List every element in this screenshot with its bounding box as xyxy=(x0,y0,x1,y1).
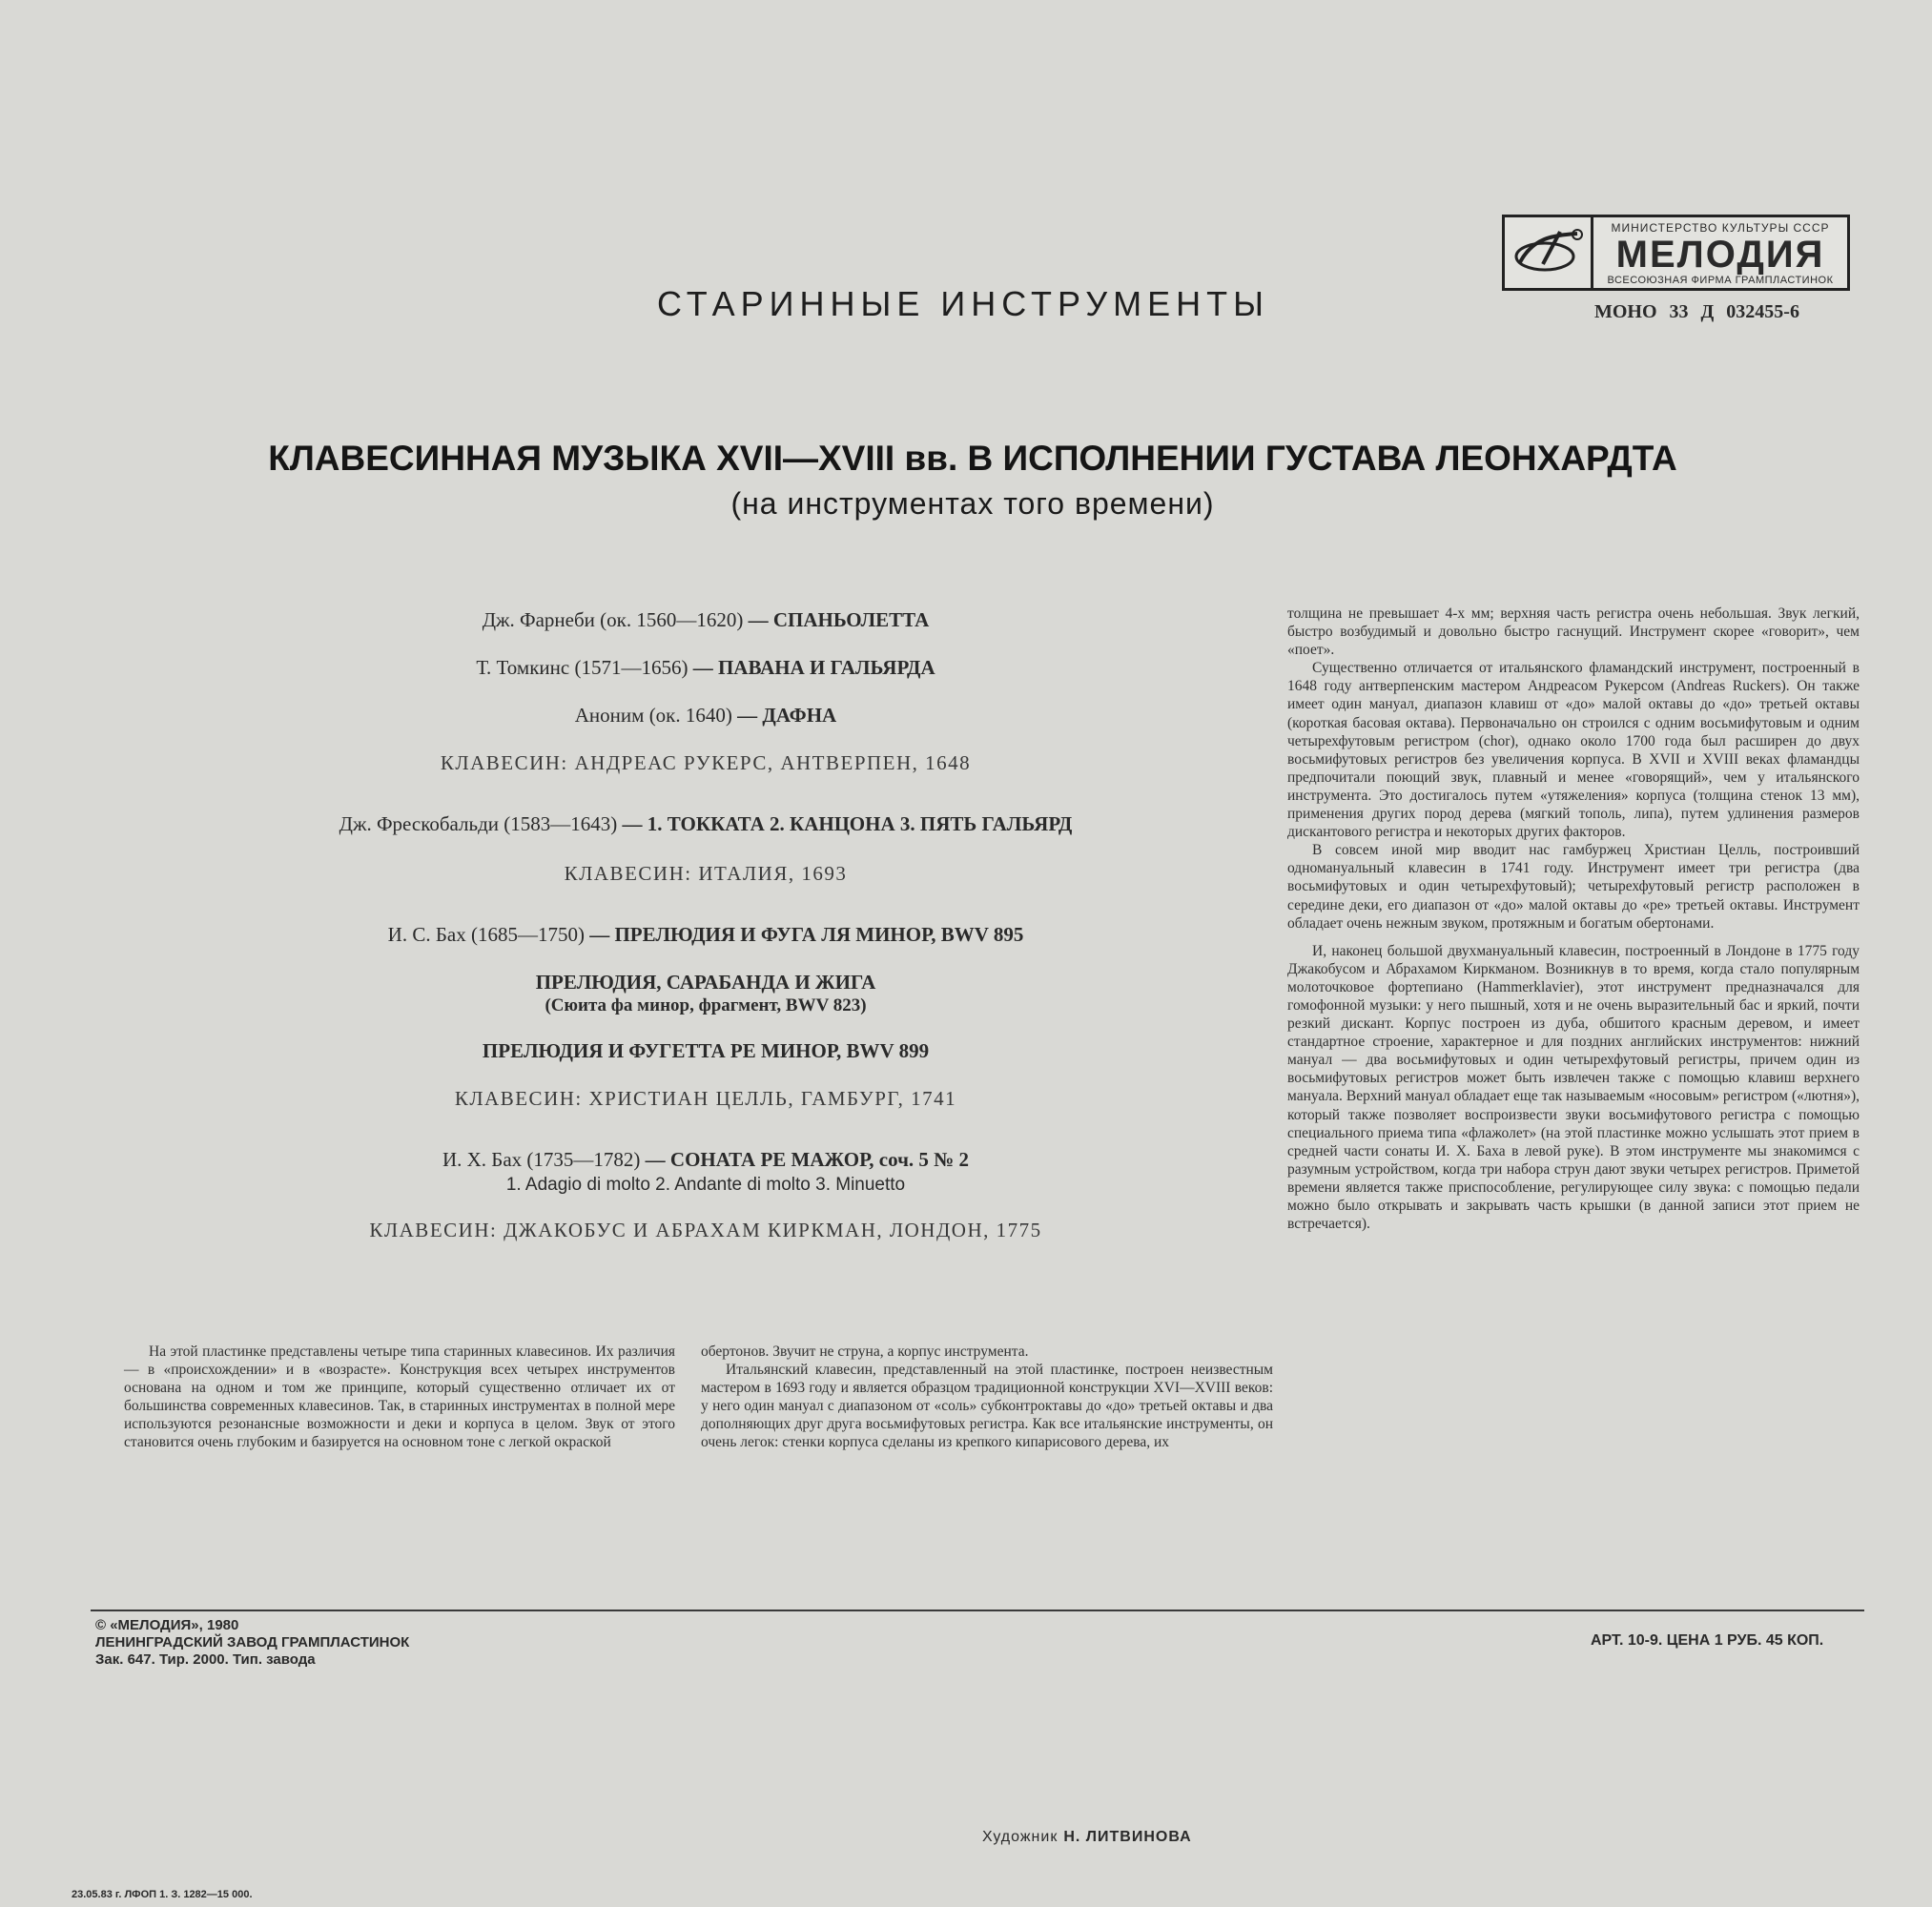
work-title: — 1. ТОККАТА 2. КАНЦОНА 3. ПЯТЬ ГАЛЬЯРД xyxy=(622,812,1073,835)
years: (1583—1643) xyxy=(504,812,618,835)
work-title: — СПАНЬОЛЕТТА xyxy=(748,608,930,631)
melodiya-logo-icon xyxy=(1505,217,1593,288)
years: (ок. 1640) xyxy=(648,704,732,727)
album-title: КЛАВЕСИННАЯ МУЗЫКА XVII—XVIII вв. В ИСПОЛНЕНИИ ГУСТАВА ЛЕОНХАРДТА xyxy=(268,439,1677,478)
track-farnaby xyxy=(229,608,1182,632)
track-js-bach-work3: ПРЕЛЮДИЯ И ФУГЕТТА РЕ МИНОР, BWV 899 xyxy=(482,1039,930,1062)
album-subtitle: (на инструментах того времени) xyxy=(730,486,1215,521)
harpsichord-info-3: КЛАВЕСИН: ХРИСТИАН ЦЕЛЛЬ, ГАМБУРГ, 1741 xyxy=(454,1087,957,1110)
paragraph: толщина не превышает 4-х мм; верхняя часть регистра очень небольшая. Звук легкий, быстро возбудимый и довольно быстро гаснущий. Инструмент скорее «говорит», чем «поет». xyxy=(1287,605,1860,659)
plant-name: ЛЕНИНГРАДСКИЙ ЗАВОД ГРАМПЛАСТИНОК xyxy=(95,1634,410,1651)
print-code: 23.05.83 г. ЛФОП 1. З. 1282—15 000. xyxy=(72,1889,253,1900)
paragraph: Существенно отличается от итальянского фламандский инструмент, построенный в 1648 году антверпенским мастером Андреасом Рукерсом (Andreas Ruckers). Он также имеет один мануал, диапазон клавиш от «до» малой октавы до «до» третьей октавы (короткая басовая октава). Первоначально он строился с одним восьмифутовым и одним четырехфутовым регистром (chor), однако около 1700 года был расширен до двух восьмифутовых регистров без увеличения корпуса. В XVII и XVIII веках фламандцы предпочитали поющий звук, плавный и менее «говорящий», чем у итальянского инструмента. Это достигалось путем «утяжеления» корпуса (толщина стенок 13 мм), применения других пород дерева (мягкий тополь, липа), путем удлинения размеров дискантового регистра и некоторых других факторов. xyxy=(1287,660,1860,841)
copyright: © «МЕЛОДИЯ», 1980 xyxy=(95,1617,239,1633)
composer: Дж. Фарнеби xyxy=(482,608,595,631)
track-jc-bach xyxy=(229,1148,1182,1172)
artist-label: Художник xyxy=(982,1829,1058,1845)
harpsichord-info-4: КЛАВЕСИН: ДЖАКОБУС И АБРАХАМ КИРКМАН, ЛОНДОН, 1775 xyxy=(369,1219,1042,1241)
work-title: — ПРЕЛЮДИЯ И ФУГА ЛЯ МИНОР, BWV 895 xyxy=(589,923,1024,946)
track-js-bach-work2: ПРЕЛЮДИЯ, САРАБАНДА И ЖИГА xyxy=(535,971,876,994)
composer: Дж. Фрескобальди xyxy=(339,812,500,835)
artist-credit xyxy=(982,1829,1192,1846)
years: (ок. 1560—1620) xyxy=(600,608,744,631)
melodiya-logo xyxy=(1502,215,1850,291)
years: (1685—1750) xyxy=(470,923,585,946)
composer: Т. Томкинс xyxy=(476,656,570,679)
paragraph: Итальянский клавесин, представленный на этой пластинке, построен неизвестным мастером в 1693 году и является образцом традиционной конструкции XVI—XVIII веков: у него один мануал с диапазоном от «соль» субконтроктавы до «до» третьей октавы и два дополняющих друг друга восьмифутовых регистра. Как все итальянские инструменты, он очень легок: стенки корпуса сделаны из крепкого кипарисового дерева, их xyxy=(701,1362,1273,1451)
paragraph: И, наконец большой двухмануальный клавесин, построенный в Лондоне в 1775 году Джакобусом и Абрахамом Киркманом. Возникнув в то время, когда стало популярным молоточковое фортепиано (Hammerklavier), этот инструмент предназначался для гомофонной музыки: у него пышный, хотя и не очень выразительный бас и яркий, почти резкий дискант. Корпус построен из дуба, обшитого красным деревом, и имеет стандартное строение, характерное и для поздних английских инструментов: нижний мануал — два восьмифутовых и один четырехфутовый регистры, причем один из восьмифутовых регистров может быть извлечен также с помощью клавиш верхнего мануала. Верхний мануал обладает еще так называемым «носовым» регистром («лютня»), который также позволяет воспроизвести звуки восьмифутового регистра с помощью специального приема типа «флажолет» (на этой пластинке можно услышать этот прием в средней части сонаты И. Х. Баха в левой руке). В этом инструменте мы знакомимся с разумным устройством, когда три набора струн дают звуки четырех регистров. Приметой времени является также приспособление, регулирующее силу звука: с помощью педали можно было открывать и закрывать часть крышки (в данной записи этот прием не встречается). xyxy=(1287,942,1860,1233)
paragraph: В совсем иной мир вводит нас гамбуржец Христиан Целль, построивший одномануальный клавесин в 1741 году. Инструмент имеет три регистра (два восьмифутовых и один четырехфутовый); четырехфутовый регистр расположен в середине деки, его диапазон от «до» малой октавы до «ре» третьей октавы. Инструмент обладает очень нежным звуком, протяжным и богатым обертонами. xyxy=(1287,842,1860,932)
logo-brand-text: МЕЛОДИЯ xyxy=(1615,234,1825,276)
years: (1571—1656) xyxy=(574,656,689,679)
logo-company-text: ВСЕСОЮЗНАЯ ФИРМА ГРАМПЛАСТИНОК xyxy=(1607,275,1834,286)
composer: Аноним xyxy=(574,704,645,727)
years: (1735—1782) xyxy=(526,1148,641,1171)
track-frescobaldi xyxy=(229,812,1182,836)
catalog-number: МОНО 33 Д 032455-6 xyxy=(1594,301,1799,322)
order-info: Зак. 647. Тир. 2000. Тип. завода xyxy=(95,1651,316,1668)
work-title: — ДАФНА xyxy=(737,704,837,727)
track-js-bach-work2-note: (Сюита фа минор, фрагмент, BWV 823) xyxy=(545,995,867,1015)
track-anon xyxy=(229,704,1182,728)
imprint xyxy=(95,1617,409,1669)
composer: И. Х. Бах xyxy=(442,1148,523,1171)
composer: И. С. Бах xyxy=(387,923,466,946)
work-title: — ПАВАНА И ГАЛЬЯРДА xyxy=(692,656,935,679)
liner-notes-column-1 xyxy=(124,1343,675,1452)
series-title: СТАРИННЫЕ ИНСТРУМЕНТЫ xyxy=(657,284,1269,323)
liner-notes-column-2 xyxy=(701,1343,1273,1452)
harpsichord-info-2: КЛАВЕСИН: ИТАЛИЯ, 1693 xyxy=(564,862,848,885)
track-jc-bach-movements: 1. Adagio di molto 2. Andante di molto 3. Minuetto xyxy=(505,1175,906,1195)
artist-name: Н. ЛИТВИНОВА xyxy=(1063,1829,1192,1845)
work-title: — СОНАТА РЕ МАЖОР, соч. 5 № 2 xyxy=(645,1148,970,1171)
footer-divider xyxy=(91,1610,1864,1611)
paragraph: обертонов. Звучит не струна, а корпус инструмента. xyxy=(701,1343,1029,1360)
track-js-bach xyxy=(229,923,1182,947)
track-tomkins xyxy=(229,656,1182,680)
liner-notes-column-3 xyxy=(1287,605,1860,1233)
paragraph: На этой пластинке представлены четыре типа старинных клавесинов. Их различия — в «происхождении» и в «возрасте». Конструкция всех четырех инструментов основана на одном и том же принципе, который существенно отличает их от большинства современных клавесинов. Так, в старинных инструментах в полной мере используются резонансные возможности и деки и корпуса в целом. Звук от этого становится очень глубоким и базируется на основном тоне с легкой окраской xyxy=(124,1343,675,1451)
logo-ministry-text: МИНИСТЕРСТВО КУЛЬТУРЫ СССР xyxy=(1611,221,1830,235)
harpsichord-info-1: КЛАВЕСИН: АНДРЕАС РУКЕРС, АНТВЕРПЕН, 1648 xyxy=(440,751,972,774)
price: АРТ. 10-9. ЦЕНА 1 РУБ. 45 КОП. xyxy=(1591,1632,1824,1649)
